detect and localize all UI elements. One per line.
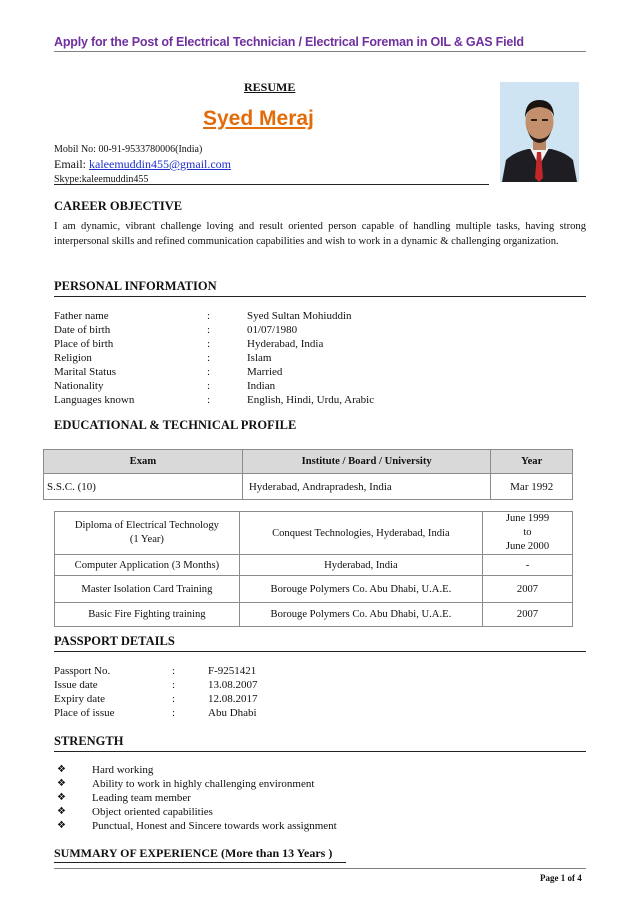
education-heading: EDUCATIONAL & TECHNICAL PROFILE	[54, 418, 297, 432]
strength-item-text: Ability to work in highly challenging environment	[92, 778, 315, 790]
year-cell: 2007	[482, 576, 572, 603]
list-item	[54, 777, 574, 791]
passport-label: Issue date	[54, 679, 98, 691]
personal-info-value: 01/07/1980	[247, 324, 298, 336]
technical-table	[54, 511, 573, 627]
passport-label: Expiry date	[54, 693, 106, 705]
personal-info-label: Date of birth	[54, 324, 111, 336]
exam-cell: Master Isolation Card Training	[55, 576, 240, 603]
diamond-bullet-icon: ❖	[57, 792, 66, 803]
passport-separator: :	[172, 693, 176, 705]
passport-label: Passport No.	[54, 665, 111, 677]
institute-cell: Hyderabad, India	[239, 555, 482, 576]
personal-info-value: Hyderabad, India	[247, 338, 324, 350]
column-header-exam: Exam	[44, 450, 243, 474]
year-line: June 1999	[505, 513, 550, 524]
passport-separator: :	[172, 679, 176, 691]
personal-info-separator: :	[207, 352, 211, 364]
year-cell	[482, 512, 572, 555]
diamond-bullet-icon: ❖	[57, 764, 66, 775]
candidate-name: Syed Meraj	[203, 107, 314, 130]
email-line	[54, 157, 231, 172]
list-item	[54, 805, 574, 819]
passport-separator: :	[172, 707, 176, 719]
table-row	[55, 555, 573, 576]
personal-info-divider	[54, 296, 586, 297]
personal-info-separator: :	[207, 324, 211, 336]
education-table-header	[44, 450, 573, 474]
passport-list	[54, 664, 354, 722]
personal-info-heading: PERSONAL INFORMATION	[54, 279, 217, 293]
institute-cell: Conquest Technologies, Hyderabad, India	[239, 512, 482, 555]
document-header-title: Apply for the Post of Electrical Technician / Electrical Foreman in OIL & GAS Field	[54, 35, 524, 49]
institute-cell: Borouge Polymers Co. Abu Dhabi, U.A.E.	[239, 576, 482, 603]
personal-info-label: Place of birth	[54, 338, 114, 350]
diamond-bullet-icon: ❖	[57, 820, 66, 831]
personal-info-value: English, Hindi, Urdu, Arabic	[247, 394, 375, 406]
list-item	[54, 819, 574, 833]
education-table	[43, 449, 573, 500]
exam-line: Diploma of Electrical Technology	[74, 520, 219, 531]
personal-info-separator: :	[207, 394, 211, 406]
exam-cell: S.S.C. (10)	[44, 474, 243, 500]
resume-label: RESUME	[244, 80, 296, 94]
strength-heading: STRENGTH	[54, 734, 124, 748]
year-cell: 2007	[482, 603, 572, 627]
skype-id: Skype:kaleemuddin455	[54, 174, 149, 185]
strength-list	[54, 763, 574, 833]
table-row	[55, 603, 573, 627]
passport-value: F-9251421	[208, 665, 257, 677]
diamond-bullet-icon: ❖	[57, 806, 66, 817]
personal-info-list	[54, 309, 586, 409]
career-objective-text: I am dynamic, vibrant challenge loving and result oriented person capable of handling multiple tasks, having strong interpersonal skills and refined communication capabilities and wish to work in a dynamic & challenging organization.	[54, 221, 586, 247]
personal-info-label: Father name	[54, 310, 109, 322]
passport-heading: PASSPORT DETAILS	[54, 634, 175, 648]
personal-info-label: Nationality	[54, 380, 104, 392]
profile-photo	[500, 82, 579, 182]
table-row	[55, 576, 573, 603]
column-header-year: Year	[491, 450, 573, 474]
footer-divider	[54, 868, 586, 869]
passport-value: 12.08.2017	[208, 693, 258, 705]
header-divider	[54, 51, 586, 52]
contact-divider	[54, 184, 489, 185]
personal-info-label: Religion	[54, 352, 92, 364]
strength-divider	[54, 751, 586, 752]
year-line: to	[523, 527, 532, 538]
personal-info-value: Islam	[247, 352, 272, 364]
year-line: June 2000	[505, 541, 550, 552]
passport-value: 13.08.2007	[208, 679, 258, 691]
strength-item-text: Punctual, Honest and Sincere towards work assignment	[92, 820, 337, 832]
exam-line: (1 Year)	[129, 534, 164, 545]
exam-cell: Basic Fire Fighting training	[55, 603, 240, 627]
summary-heading: SUMMARY OF EXPERIENCE (More than 13 Years )	[54, 846, 333, 860]
passport-separator: :	[172, 665, 176, 677]
email-link[interactable]: kaleemuddin455@gmail.com	[89, 157, 232, 171]
passport-label: Place of issue	[54, 707, 115, 719]
personal-info-label: Languages known	[54, 394, 135, 406]
exam-cell: Computer Application (3 Months)	[55, 555, 240, 576]
passport-value: Abu Dhabi	[208, 707, 257, 719]
exam-cell	[55, 512, 240, 555]
summary-underline	[54, 862, 346, 863]
personal-info-separator: :	[207, 366, 211, 378]
personal-info-separator: :	[207, 310, 211, 322]
year-cell: -	[482, 555, 572, 576]
personal-info-value: Married	[247, 366, 283, 378]
list-item	[54, 791, 574, 805]
page-number: Page 1 of 4	[540, 873, 582, 883]
strength-item-text: Leading team member	[92, 792, 191, 804]
personal-info-separator: :	[207, 380, 211, 392]
column-header-institute: Institute / Board / University	[242, 450, 491, 474]
table-row	[44, 474, 573, 500]
strength-item-text: Object oriented capabilities	[92, 806, 213, 818]
personal-info-separator: :	[207, 338, 211, 350]
passport-divider	[54, 651, 586, 652]
institute-cell: Hyderabad, Andrapradesh, India	[242, 474, 491, 500]
year-cell: Mar 1992	[491, 474, 573, 500]
diamond-bullet-icon: ❖	[57, 778, 66, 789]
personal-info-value: Syed Sultan Mohiuddin	[247, 310, 352, 322]
strength-item-text: Hard working	[92, 764, 154, 776]
personal-info-value: Indian	[247, 380, 276, 392]
career-objective-heading: CAREER OBJECTIVE	[54, 199, 183, 213]
list-item	[54, 763, 574, 777]
table-row	[55, 512, 573, 555]
institute-cell: Borouge Polymers Co. Abu Dhabi, U.A.E.	[239, 603, 482, 627]
mobile-number: Mobil No: 00-91-9533780006(India)	[54, 144, 203, 155]
email-label: Email:	[54, 157, 86, 171]
personal-info-label: Marital Status	[54, 366, 117, 378]
